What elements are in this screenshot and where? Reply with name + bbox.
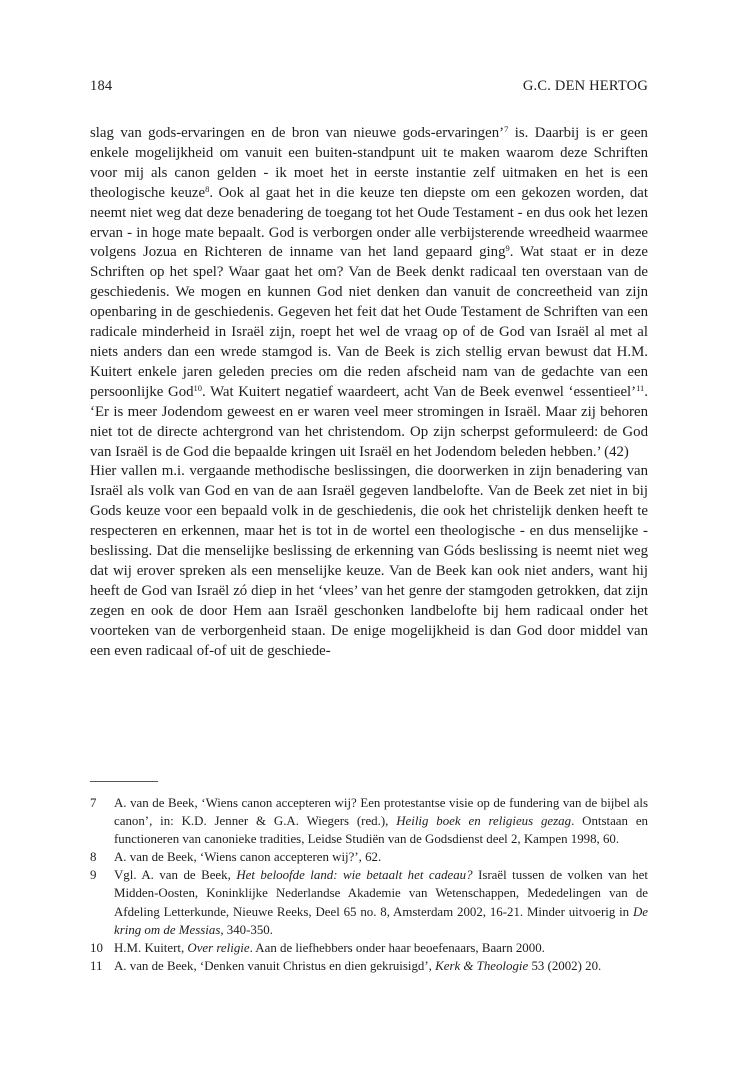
page-number: 184: [90, 78, 113, 94]
text-segment: 53 (2002) 20.: [528, 958, 602, 973]
text-segment: A. van de Beek, ‘Wiens canon accepteren wij? Een protestantse visie op de fundering van de bijbel als canon’, in: K.D. Jenner & G.A. Wiegers (red.),: [114, 796, 648, 829]
footnote-number: 11: [90, 958, 103, 973]
text-segment: . Wat staat er in deze Schriften op het spel? Waar gaat het om? Van de Beek denkt radicaal ten overstaan van de geschiedenis. We mogen en kunnen God niet denken dan vanuit de concreetheid van zijn openbaring in de geschiedenis. Gegeven het feit dat het Oude Testament de Schriften van een radicale minderheid in Israël zijn, roept het wel de vraag op of de God van Israël al met al niets anders dan een wrede stamgod is. Van de Beek is zich stellig ervan bewust dat H.M. Kuitert enkele jaren geleden precies om die reden afscheid nam van de gedachte van een persoonlijke God: [90, 244, 649, 400]
footnote-ref-7[interactable]: 7: [504, 124, 509, 134]
text-segment: . Aan de liefhebbers onder haar beoefenaars, Baarn 2000.: [249, 940, 545, 955]
footnote-ref-8[interactable]: 8: [205, 183, 210, 194]
text-segment: , 340-350.: [220, 922, 273, 937]
text-segment: Vgl. A. van de Beek,: [114, 868, 237, 883]
footnote-number: 7: [90, 796, 97, 810]
footnote-7: [90, 794, 648, 848]
footnote-separator: [90, 781, 158, 782]
italic-title: Over religie: [187, 940, 250, 955]
footnote-text: [114, 939, 648, 957]
main-text: [90, 124, 648, 661]
text-segment: Israël tussen de volken van het Midden-Oosten, Koninklijke Nederlandse Akademie van Wetenschappen, Mededelingen van de Afdeling Letterkunde, Nieuwe Reeks, Deel 65 no. 8, Amsterdam 2002, 16-21. Minder uitvoerig in: [114, 868, 648, 919]
text-segment: is. Daarbij is er geen enkele mogelijkheid om vanuit een buiten-standpunt uit te maken waarom deze Schriften voor mij als canon gelden - ik moet het in eerste instantie zelf uitmaken en het is een theologische keuze: [90, 125, 648, 201]
running-header: [90, 78, 648, 95]
italic-title: Kerk & Theologie: [435, 958, 529, 973]
paragraph-2: Hier vallen m.i. vergaande methodische beslissingen, die doorwerken in zijn benadering van Israël als volk van God en van de aan Israël gegeven landbelofte. Van de Beek zet niet in bij Gods keuze voor een bepaald volk in de geschiedenis, die ook het christelijk denken heeft te respecteren en erkennen, maar het is tot in de wortel een theologische - en dus menselijke - beslissing. Dat die menselijke beslissing de erkenning van Góds beslissing is neemt niet weg dat wij erover spreken als een menselijke keuze. Van de Beek kan ook niet anders, want hij heeft de God van Israël zó diep in het ‘vlees’ van het genre der stamgoden getrokken, dat zijn zegen en ook de door Hem aan Israël geschonken landbelofte bij hem radicaal onder het voorteken van de verborgenheid staan. De enige mogelijkheid is dan God door middel van een even radicaal of-of uit de geschiede-: [90, 463, 648, 659]
footnote-text: [114, 866, 648, 938]
footnote-text: [114, 848, 648, 866]
footnote-ref-10[interactable]: 10: [193, 382, 203, 393]
italic-title: De kring om de Messias: [114, 904, 648, 937]
footnote-10: [90, 939, 648, 957]
text-segment: . Ook al gaat het in die keuze ten diepste om een gekozen worden, dat neemt niet weg dat deze benadering de toegang tot het Oude Testament - en dus ook het lezen ervan - in hoge mate bepaalt. God is verborgen onder alle verbijsterende wreedheid waarmee volgens Jozua en Richteren de inname van het land gepaard ging: [90, 184, 648, 261]
footnotes: [90, 794, 648, 975]
text-segment: A. van de Beek, ‘Denken vanuit Christus en dien gekruisigd’,: [114, 958, 436, 973]
footnote-11: [90, 957, 648, 975]
text-segment: . ‘Er is meer Jodendom geweest en er waren veel meer stromingen in Israël. Maar zij behoren niet tot de directe achtergrond van het christendom. Op zijn scherpst geformuleerd: de God van Israël is de God die bepaalde kringen uit Israël en het Jodendom beleden hebben.’ (42): [90, 383, 649, 460]
paragraph-1: [90, 124, 648, 462]
italic-title: Heilig boek en religieus gezag: [396, 814, 572, 829]
footnote-9: [90, 866, 648, 938]
italic-title: Het beloofde land: wie betaalt het cadeau?: [236, 868, 473, 883]
text-segment: . Wat Kuitert negatief waardeert, acht Van de Beek evenwel ‘essentieel’: [202, 383, 637, 400]
text-segment: . Ontstaan en functioneren van canonieke tradities, Leidse Studiën van de Godsdienst deel 2, Kampen 1998, 60.: [114, 814, 648, 847]
footnote-text: [114, 957, 648, 975]
footnote-ref-9[interactable]: 9: [505, 243, 510, 254]
footnote-ref-11[interactable]: 11: [636, 382, 645, 393]
footnote-number: 10: [90, 940, 103, 955]
footnote-number: 9: [90, 868, 97, 883]
text-segment: A. van de Beek, ‘Wiens canon accepteren wij?’, 62.: [114, 850, 382, 865]
footnote-number: 8: [90, 850, 97, 865]
footnote-text: [114, 794, 648, 848]
text-segment: H.M. Kuitert,: [114, 940, 188, 955]
running-title: G.C. DEN HERTOG: [522, 78, 648, 94]
footnote-8: [90, 848, 648, 866]
text-segment: slag van gods-ervaringen en de bron van nieuwe gods-ervaringen’: [90, 125, 505, 141]
